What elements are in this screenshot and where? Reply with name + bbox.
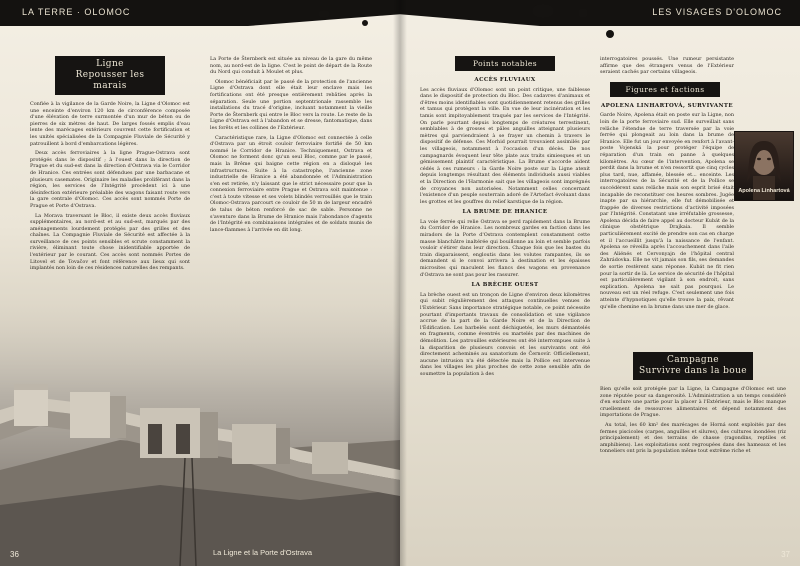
fortress-illustration	[0, 300, 400, 566]
paragraph: Les accès fluviaux d'Olomoc sont un point critique, une faiblesse dans le dispositif de protection du Bloc. Des cadavres d'animaux et d'êtres moins identifiables sont quotidiennement retenus des grilles et tamus qui protègent la ville. En vue de leur incinération et les tamis sont impitoyablement traqués par les services de l'Intégrité. On parle pourtant depuis longtemps de créatures terrestinent, semblables à de grosses et pâles anguilles atteignant plusieurs mètres qui parviendraient à se frayer un chemin à travers le dispositif de défense. Ces Morhid pourrait trouvaient assimilés par les villageois, notamment à l'occasion d'un décès. De nos campagnards évoquent leur tête plate aux traits simiesques et un gémissement plaintif caractéristique. La Brume s'accorde aident cédés à ces rumeurs : la Garde Noire poste sur la Ligne atenit depuis longtemps résultant des éléments individuels aussi viables et la Direction de l'Harmonie sait que les villageois sont imprégnés de croyances non autorisées. Notamment celles concernant l'existence d'un peuple souterrain adoré de l'Artefact évoluant dans les grottes et les gouffres du relief karstique de la région.	[420, 86, 590, 205]
ink-splatter	[606, 30, 614, 38]
subheading-brume: LA BRUME DE HRANICE	[462, 209, 548, 216]
left-column-1	[30, 56, 190, 275]
ink-splatter	[578, 8, 588, 18]
paragraph: Confiée à la vigilance de la Garde Noire, la Ligne d'Olomoc est une enceinte d'environ 120 km de circonférence composée d'une élévation de terre surmontée d'un mur de béton ou de pierres de six mètres de haut. De larges fossés emplis d'eau lente des marécages extérieurs couvrent cette fortification et les unités spécialisées de la Compagnie Fluviale de Sécurité y patrouillent à bord d'embarcations légères.	[30, 101, 190, 147]
section-heading-ligne	[55, 56, 165, 95]
paragraph: Deux accès ferroviaires à la ligne Prague-Ostrava sont protégés dans le dispositif ; à l'ouest dans la direction de Prague et du sud-est dans la direction d'Ostrava via le Corridor de Hranice. Ces entrées sont défendues par une barbacane et plusieurs casemates. Originaire les maladies proliférant dans la région, les services de l'Intégrité procèdent ici à une désinfection extérieure préalable des wagons faisant route vers la gare centrale d'Olomoc. Ces accès sont nommés Porte de Prague et Porte d'Ostrava.	[30, 150, 190, 209]
left-column-2	[210, 56, 372, 236]
image-caption: La Ligne et la Porte d'Ostrava	[213, 548, 312, 557]
ink-splatter	[362, 20, 368, 26]
paragraph: Au total, les 60 km² des marécages de Horná sont exploités par des fermes piscicoles (carpes, anguilles et silures), des cultures inondées (riz principalement) et des terrains de chasse (ragondins, reptiles et amphibiens). Les exploitations sont regroupées dans des hameaux et les tonneliers ont pris la population même tout extrême riche et	[600, 421, 786, 455]
left-header-title: LA TERRE · OLOMOC	[22, 7, 131, 17]
ink-splatter	[532, 4, 554, 18]
paragraph: Olomoc bénéficiait par le passé de la protection de l'ancienne Ligne d'Ostrava dont elle était leur enclave mais les fortifications ont été presque entièrement rebâties après la séparation. Seule une portion septentrionale rassemble les installations du tracé d'origine, incluant notamment la vieille Porte de Šternberk qui entre le Bloc vers la route. Le reste de la Ligne d'Ostrava est à l'abandon et se dresse, fantomatique, dans les forêts et les collines de l'Extérieur.	[210, 78, 372, 131]
book-gutter	[393, 0, 407, 566]
section-heading-line: Repousser les marais	[75, 70, 145, 91]
section-heading-line: Ligne	[96, 59, 124, 69]
paragraph: La voie ferrée qui relie Ostrava se perd rapidement dans la Brume du Corridor de Hranice. Les nombreux gardes en faction dans les miradors de la Porte d'Ostrava contemplent constamment cette masse blanchâtre inaltérée qui bouillonne au loin et semble parfois vouloir s'étirer dans leur direction. Chaque fois que les bastes du train disparaissent, engloutis dans les volutes rampantes, ils se demandent si le convoi arrivera à destination et les épaisses microsites qui maculent les flancs des wagons en provenance d'Ostrava ne sont pas pour les rassurer.	[420, 218, 590, 278]
paragraph: La brèche ouest est un tronçon de Ligne d'environ deux kilomètres qui subit régulièrement des attaques continuelles venues de l'Extérieur. Sans importance stratégique notable, ce point nécessite pourtant d'importants travaux de consolidation et une vigilance accrue de la part de la Garde Noire et de la Direction de l'Édification. Les barbelés sont déchiquetés, les murs démantelés en fragments, comme éventrés ou martelés par des machines de démolition. Les patrouilles extérieures ont été interrompues suite à la disparition de plusieurs convois et les survivants ont été directement acheminés au sanatorium de Černovír. Officiellement, aucune intrusion n'a été détectée mais la Pollice est intervenue dans les villages les plus proches de cette zone sensible afin de soumettre la population à des	[420, 291, 590, 377]
section-heading-line: Survivre dans la boue	[638, 366, 747, 376]
section-heading-figures-factions: Figures et factions	[610, 82, 720, 97]
portrait-label: Apolena Linhartová	[738, 188, 790, 194]
right-column-2	[600, 56, 734, 313]
paragraph: Caractéristique rare, la Ligne d'Olomoc est connectée à celle d'Ostrava par un étroit couloir ferroviaire fortifié de 50 km nommé le Corridor de Hranice. Techniquement, Ostrava et Olomoc ne forment donc qu'un seul Bloc, comme par le passé, mais la Brême qui baigne cette région en a disloqué les infrastructures. Suite à la catastrophe, l'ancienne zone industrielle de Hranice a été abandonnée et l'Administration s'en est retirée, n'y laissant que le strict nécessaire pour que la connexion ferroviaire entre Prague et Ostrava soit maintenue : c'est à toute vitesse et ses volets blindés verrouillés que le train Olomoc-Ostrava parcourt ce couloir de 50 m de largeur encadré de talus de béton renforcé de sac de sable. Personne ne s'aventure dans la Brume de Hranice mais l'abondance d'agents de l'Intégrité en combinaisons intégrales et de soldats munis de lance-flammes à l'arrivée en dit long.	[210, 134, 372, 233]
right-page	[400, 0, 800, 566]
section-heading-line: Campagne	[667, 355, 719, 365]
section-heading-campagne	[633, 352, 753, 380]
paragraph: Garde Noire, Apolena était en poste sur la Ligne, non loin de la porte ferroviaire sud. Elle surveillait sans relâche l'étendue de terre traversée par la voie ferrée qui plongeait au loin dans la brume de Hranice. Elle fut un jour envoyée en renfort à l'avant-poste Vojenská la pour protéger l'équipe de réparation d'un train en panne à quelques kilomètres. Au cœur de l'intervention, Apolena se perdit dans la brume et n'en ressortit que cinq cycles plus tard, nue, affamée, blessée et... enceinte. Les interrogatoires de la Sécurité et de la Pollice se succédèrent sans relâche mais son esprit brisé était incapable de reconstituer ces heures sombres. Jugée inapte par sa hiérarchie, elle fut démobilisée et frappée de diverses restrictions d'activité imposées par l'Intégrité. Constatant une irréfutable grossesse, Apolena décida de faire appel au docteur Kubát de la clinique obstétrique Drajkaia. Il semble particulièrement excité de prendre son cas en charge et il l'accueillit jusqu'à la naissance de l'enfant. Apolena se réveilla après l'accouchement dans l'aile des Aliénés et Cervonyajn de l'hôpital central Zahrádovka. Elle ne vit jamais son fils, ses demandes de sortie restèrent sans réponse. Kubát ne fit rien pour la sortir de là. Le service de sécurité de l'hôpital est particulièrement vigilant à son endroit, sans explication. Apolena ne sait pas pourquoi. Le nouveau est un réel refuge. C'est seulement une fois atteinte d'hypnotiques qu'elle trouve la paix, rêvant qu'elle chemine en la brume dans une mer de glace.	[600, 112, 734, 310]
paragraph: La Morava traversant le Bloc, il existe deux accès fluviaux supplémentaires, au nord-est et au sud-est, marqués par des aménagements lourdement protégés par des grilles et des chaînes. La Compagnie Fluviale de Sécurité est affectée à la surveillance de ces points sensibles et scrute constamment la rivière, éliminant toute chose inidentifiable apportée de l'extérieur par le courant. Ces accès sont nommés Portes de Litovel et de Tovačov et font référence aux lieux qui sont implantés non loin de ces résidences naturelles des rempants.	[30, 212, 190, 272]
paragraph: La Porte de Šternberk est située au niveau de la gare du même nom, au nord-est de la ligne. C'est le point de départ de la Route du Nord qui conduit à Moulet et plus.	[210, 56, 372, 76]
right-column-1	[420, 56, 590, 381]
ink-splatter	[318, 10, 330, 18]
paragraph: Bien qu'elle soit protégée par la Ligne, la Campagne d'Olomoc est une zone réputée pour sa dangerosité. L'Administration a un temps considéré d'en exclure une partie pour la placer à l'Extérieur, mais le Bloc manque cruellement de ressources alimentaires et dépend notamment des importations de Prague.	[600, 386, 786, 419]
page-number-left: 36	[10, 550, 19, 559]
subheading-apolena: APOLENA LINHARTOVÁ, SURVIVANTE	[601, 102, 733, 109]
paragraph: interrogatoires poussés. Une rumeur persistante affirme que des étrangers venus de l'Extérieur seraient cachés par certains villageois.	[600, 56, 734, 76]
page-number-right: 37	[781, 550, 790, 559]
right-header-title: LES VISAGES D'OLOMOC	[652, 7, 782, 17]
right-column-2-lower	[600, 352, 786, 458]
section-heading-points-notables: Points notables	[455, 56, 555, 71]
subheading-acces-fluviaux: ACCÈS FLUVIAUX	[474, 77, 536, 83]
subheading-breche-ouest: LA BRÈCHE OUEST	[471, 282, 539, 289]
